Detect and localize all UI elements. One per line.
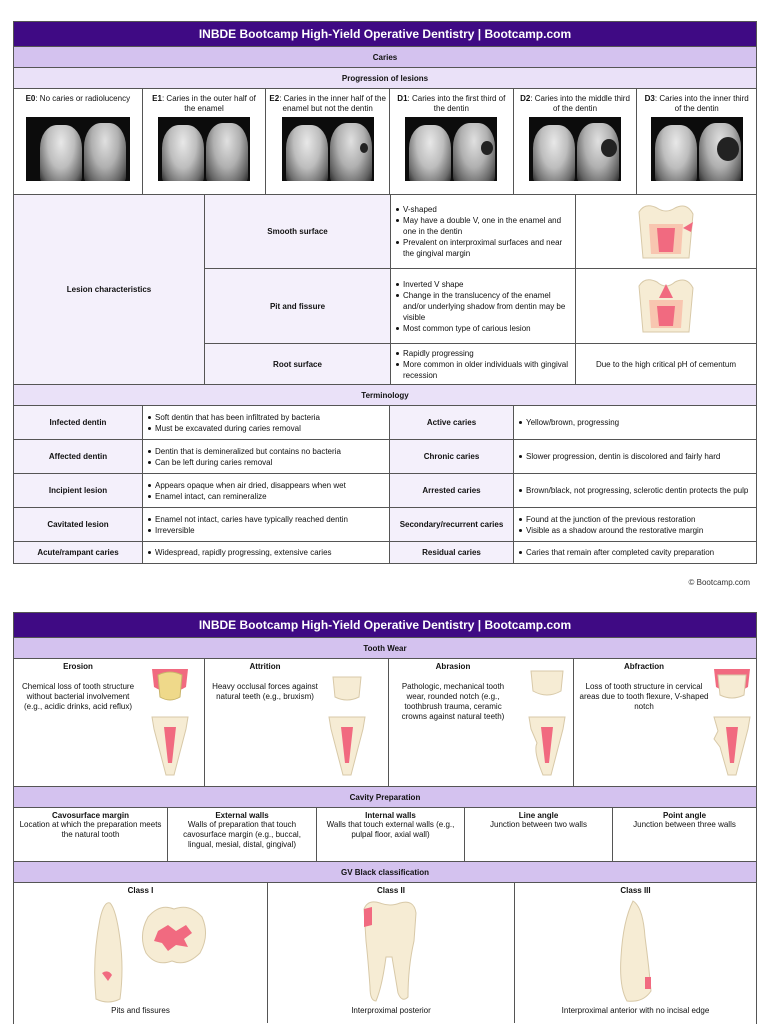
tooth-wear-sheet <box>13 612 757 1024</box>
terminology-row <box>14 541 756 563</box>
stage-d3 <box>636 89 756 194</box>
radiograph-image <box>26 117 130 181</box>
premolar-class-i-icon <box>90 899 126 1005</box>
bullet: Rapidly progressing <box>395 348 571 359</box>
gv-black-heading: GV Black classification <box>14 861 756 882</box>
term-bullets <box>142 542 389 563</box>
radiograph-image <box>529 117 621 181</box>
term-bullets <box>513 474 756 507</box>
gv-class-desc: Interproximal anterior with no incisal edge <box>561 1006 710 1015</box>
cavity-name: Line angle <box>518 811 559 820</box>
wear-erosion <box>14 659 204 786</box>
bullet: Visible as a shadow around the restorative margin <box>518 525 703 536</box>
wear-desc: Pathologic, mechanical tooth wear, rounded notch (e.g., toothbrush trauma, ceramic crowns against natural teeth) <box>401 682 505 721</box>
lesion-characteristics-label: Lesion characteristics <box>14 195 204 384</box>
stage-code: D1 <box>397 94 408 103</box>
term-name: Secondary/recurrent caries <box>389 508 513 541</box>
radiograph-image <box>158 117 250 181</box>
term-bullets <box>142 406 389 439</box>
cavity-cavosurface <box>14 808 167 861</box>
pit-fissure-illustration <box>575 269 756 343</box>
lesion-name: Root surface <box>205 344 390 384</box>
lesion-name: Smooth surface <box>205 195 390 268</box>
lesion-row-root <box>205 343 756 384</box>
stage-e1 <box>142 89 266 194</box>
stage-e2 <box>265 89 389 194</box>
stage-code: E2 <box>269 94 280 103</box>
wear-name: Abfraction <box>624 662 664 671</box>
terminology-row <box>14 405 756 439</box>
term-name: Arrested caries <box>389 474 513 507</box>
incisor-class-iii-icon <box>613 897 657 1005</box>
lesion-bullets <box>390 269 575 343</box>
wear-name: Attrition <box>249 662 281 671</box>
cavity-desc: Junction between two walls <box>490 820 587 829</box>
cavity-name: Point angle <box>662 811 707 820</box>
sheet-title: INBDE Bootcamp High-Yield Operative Dentistry | Bootcamp.com <box>14 22 756 46</box>
lesion-bullets <box>390 344 575 384</box>
stage-text: : Caries in the inner half of the enamel but not the dentin <box>279 94 386 113</box>
cavity-external-walls <box>167 808 316 861</box>
bullet: V-shaped <box>395 204 571 215</box>
term-bullets <box>142 508 389 541</box>
gv-black-row <box>14 882 756 1022</box>
stage-e0 <box>14 89 142 194</box>
eroded-tooth-icon <box>148 667 192 779</box>
bullet: Enamel not intact, caries have typically reached dentin <box>147 514 348 525</box>
molar-pit-lesion-icon <box>631 276 701 336</box>
bullet: Brown/black, not progressing, sclerotic dentin protects the pulp <box>518 485 748 496</box>
stages-row <box>14 88 756 194</box>
terminology-row <box>14 507 756 541</box>
bullet: Prevalent on interproximal surfaces and near the gingival margin <box>395 237 571 259</box>
lesion-row-pit <box>205 268 756 343</box>
term-bullets <box>142 440 389 473</box>
gv-class-ii <box>267 883 514 1023</box>
stage-code: D2 <box>520 94 531 103</box>
caries-sheet <box>13 21 757 564</box>
lesion-block <box>14 194 756 384</box>
term-name: Active caries <box>389 406 513 439</box>
gv-class-iii <box>514 883 756 1023</box>
term-name: Residual caries <box>389 542 513 563</box>
sheet-title: INBDE Bootcamp High-Yield Operative Dentistry | Bootcamp.com <box>14 613 756 637</box>
lesion-name: Pit and fissure <box>205 269 390 343</box>
gv-class-name: Class II <box>376 886 405 895</box>
cavity-point-angle <box>612 808 756 861</box>
root-surface-note: Due to the high critical pH of cementum <box>575 344 756 384</box>
stage-code: E0 <box>25 94 36 103</box>
stage-text: : Caries into the middle third of the dentin <box>530 94 630 113</box>
bullet: Yellow/brown, progressing <box>518 417 619 428</box>
wear-desc: Chemical loss of tooth structure without bacterial involvement (e.g., acidic drinks, acid reflux) <box>21 682 135 711</box>
gv-class-name: Class III <box>620 886 651 895</box>
cavity-name: Cavosurface margin <box>52 811 129 820</box>
abrasion-tooth-icon <box>525 667 569 779</box>
bullet: Slower progression, dentin is discolored and fairly hard <box>518 451 720 462</box>
terminology-row <box>14 439 756 473</box>
term-name: Cavitated lesion <box>14 508 142 541</box>
bullet: Enamel intact, can remineralize <box>147 491 346 502</box>
term-name: Acute/rampant caries <box>14 542 142 563</box>
stage-d1 <box>389 89 513 194</box>
bullet: Soft dentin that has been infiltrated by bacteria <box>147 412 320 423</box>
molar-class-ii-icon <box>358 897 422 1005</box>
terminology-heading: Terminology <box>14 384 756 405</box>
bullet: May have a double V, one in the enamel and one in the dentin <box>395 215 571 237</box>
cavity-desc: Junction between three walls <box>633 820 736 829</box>
copyright: © Bootcamp.com <box>688 578 750 587</box>
bullet: Change in the translucency of the enamel and/or underlying shadow from dentin may be visible <box>395 290 571 323</box>
term-bullets <box>513 406 756 439</box>
cavity-name: Internal walls <box>365 811 416 820</box>
smooth-surface-illustration <box>575 195 756 268</box>
gv-class-i <box>14 883 267 1023</box>
gv-class-name: Class I <box>127 886 154 895</box>
stage-text: : No caries or radiolucency <box>35 94 131 103</box>
term-bullets <box>142 474 389 507</box>
bullet: Appears opaque when air dried, disappears when wet <box>147 480 346 491</box>
term-bullets <box>513 508 756 541</box>
abfraction-tooth-icon <box>710 667 754 779</box>
wear-abrasion <box>388 659 573 786</box>
term-name: Infected dentin <box>14 406 142 439</box>
wear-desc: Heavy occlusal forces against natural teeth (e.g., bruxism) <box>212 682 318 701</box>
term-bullets <box>513 440 756 473</box>
terminology-row <box>14 473 756 507</box>
progression-heading: Progression of lesions <box>14 67 756 88</box>
bullet: More common in older individuals with gingival recession <box>395 359 571 381</box>
bullet: Inverted V shape <box>395 279 571 290</box>
cavity-line-angle <box>464 808 612 861</box>
bullet: Most common type of carious lesion <box>395 323 571 334</box>
bullet: Found at the junction of the previous restoration <box>518 514 703 525</box>
gv-class-desc: Interproximal posterior <box>351 1006 431 1015</box>
terminology-table <box>14 405 756 564</box>
wear-abfraction <box>573 659 756 786</box>
gv-class-desc: Pits and fissures <box>111 1006 170 1015</box>
cavity-preparation-heading: Cavity Preparation <box>14 786 756 807</box>
stage-d2 <box>513 89 637 194</box>
stage-text: : Caries into the first third of the dentin <box>407 94 506 113</box>
bullet: Widespread, rapidly progressing, extensive caries <box>147 547 332 558</box>
stage-text: : Caries into the inner third of the dentin <box>654 94 749 113</box>
cavity-desc: Walls of preparation that touch cavosurface margin (e.g., buccal, lingual, mesial, distal, gingival) <box>183 820 301 849</box>
section-caries: Caries <box>14 46 756 67</box>
cavity-internal-walls <box>316 808 464 861</box>
cavity-name: External walls <box>215 811 269 820</box>
wear-name: Abrasion <box>435 662 471 671</box>
bullet: Can be left during caries removal <box>147 457 341 468</box>
bullet: Must be excavated during caries removal <box>147 423 320 434</box>
wear-attrition <box>204 659 388 786</box>
term-bullets <box>513 542 756 563</box>
cavity-desc: Location at which the preparation meets the natural tooth <box>19 820 162 839</box>
stage-code: E1 <box>152 94 162 103</box>
term-name: Affected dentin <box>14 440 142 473</box>
attrition-tooth-icon <box>325 667 369 779</box>
molar-smooth-lesion-icon <box>631 202 701 262</box>
radiograph-image <box>405 117 497 181</box>
cavity-desc: Walls that touch external walls (e.g., pulpal floor, axial wall) <box>326 820 455 839</box>
bullet: Irreversible <box>147 525 348 536</box>
stage-code: D3 <box>644 94 655 103</box>
term-name: Incipient lesion <box>14 474 142 507</box>
wear-desc: Loss of tooth structure in cervical areas due to tooth flexure, V-shaped notch <box>579 682 709 711</box>
lesion-row-smooth <box>205 195 756 268</box>
bullet: Caries that remain after completed cavity preparation <box>518 547 714 558</box>
radiograph-image <box>282 117 374 181</box>
radiograph-image <box>651 117 743 181</box>
stage-text: : Caries in the outer half of the enamel <box>161 94 256 113</box>
wear-name: Erosion <box>63 662 93 671</box>
term-name: Chronic caries <box>389 440 513 473</box>
lesion-bullets <box>390 195 575 268</box>
tooth-wear-row <box>14 658 756 786</box>
bullet: Dentin that is demineralized but contains no bacteria <box>147 446 341 457</box>
cavity-row <box>14 807 756 861</box>
occlusal-class-i-icon <box>138 903 210 967</box>
tooth-wear-heading: Tooth Wear <box>14 637 756 658</box>
